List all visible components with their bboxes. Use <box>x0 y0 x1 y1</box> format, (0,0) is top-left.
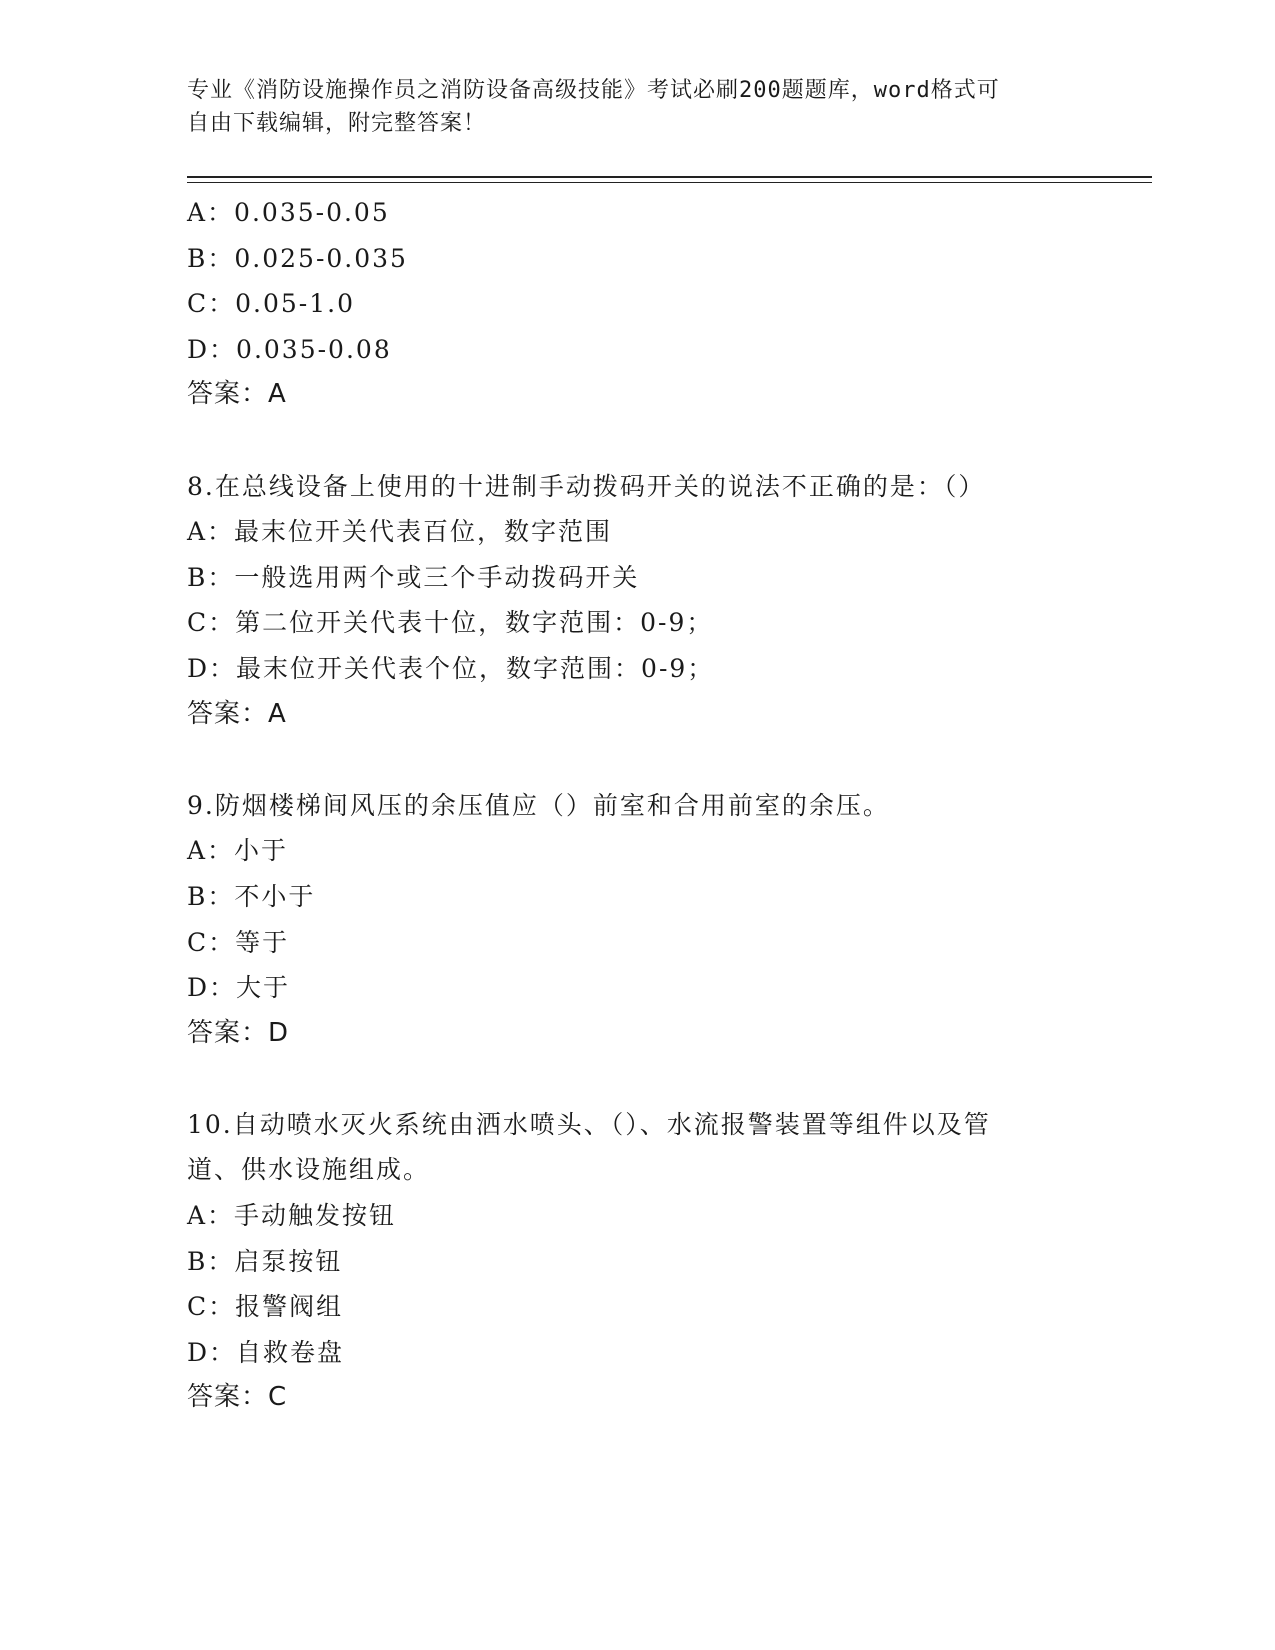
answer-line: 答案：D <box>187 1017 290 1048</box>
answer-line: 答案：A <box>187 698 287 729</box>
question-stem: 8.在总线设备上使用的十进制手动拨码开关的说法不正确的是：（） <box>187 471 986 501</box>
header-divider-thin <box>187 182 1152 183</box>
option-c: C：报警阀组 <box>187 1292 344 1322</box>
option-a: A：最末位开关代表百位，数字范围 <box>187 517 613 547</box>
question-stem-line-1: 10.自动喷水灭火系统由洒水喷头、（）、水流报警装置等组件以及管 <box>187 1109 991 1139</box>
question-10 <box>187 1102 1087 1421</box>
option-b: B：一般选用两个或三个手动拨码开关 <box>187 562 640 592</box>
question-9 <box>187 783 1087 1057</box>
option-d: D：大于 <box>187 973 291 1003</box>
option-b: B：不小于 <box>187 881 316 911</box>
option-d: D：0.035-0.08 <box>187 334 392 364</box>
option-a: A：小于 <box>187 836 289 866</box>
option-b: B：0.025-0.035 <box>187 243 408 273</box>
document-header <box>187 74 1067 140</box>
option-c: C：等于 <box>187 927 290 957</box>
option-c: C：0.05-1.0 <box>187 289 355 319</box>
spacer <box>187 1056 1087 1102</box>
option-d: D：最末位开关代表个位，数字范围：0-9； <box>187 653 715 683</box>
header-line-2: 自由下载编辑，附完整答案！ <box>187 111 487 136</box>
answer-line: 答案：A <box>187 379 287 410</box>
question-stem-line-2: 道、供水设施组成。 <box>187 1155 431 1185</box>
question-stem: 9.防烟楼梯间风压的余压值应（）前室和合用前室的余压。 <box>187 790 890 820</box>
question-list <box>187 190 1087 1421</box>
question-7 <box>187 190 1087 418</box>
spacer <box>187 737 1087 783</box>
header-divider-thick <box>187 176 1152 178</box>
option-a: A：0.035-0.05 <box>187 198 390 227</box>
spacer <box>187 418 1087 464</box>
option-c: C：第二位开关代表十位，数字范围：0-9； <box>187 608 714 638</box>
answer-line: 答案：C <box>187 1382 288 1413</box>
question-8 <box>187 464 1087 738</box>
option-a: A：手动触发按钮 <box>187 1201 397 1231</box>
option-d: D：自救卷盘 <box>187 1337 345 1367</box>
header-line-1: 专业《消防设施操作员之消防设备高级技能》考试必刷200题题库，word格式可 <box>187 78 1000 103</box>
option-b: B：启泵按钮 <box>187 1246 343 1276</box>
